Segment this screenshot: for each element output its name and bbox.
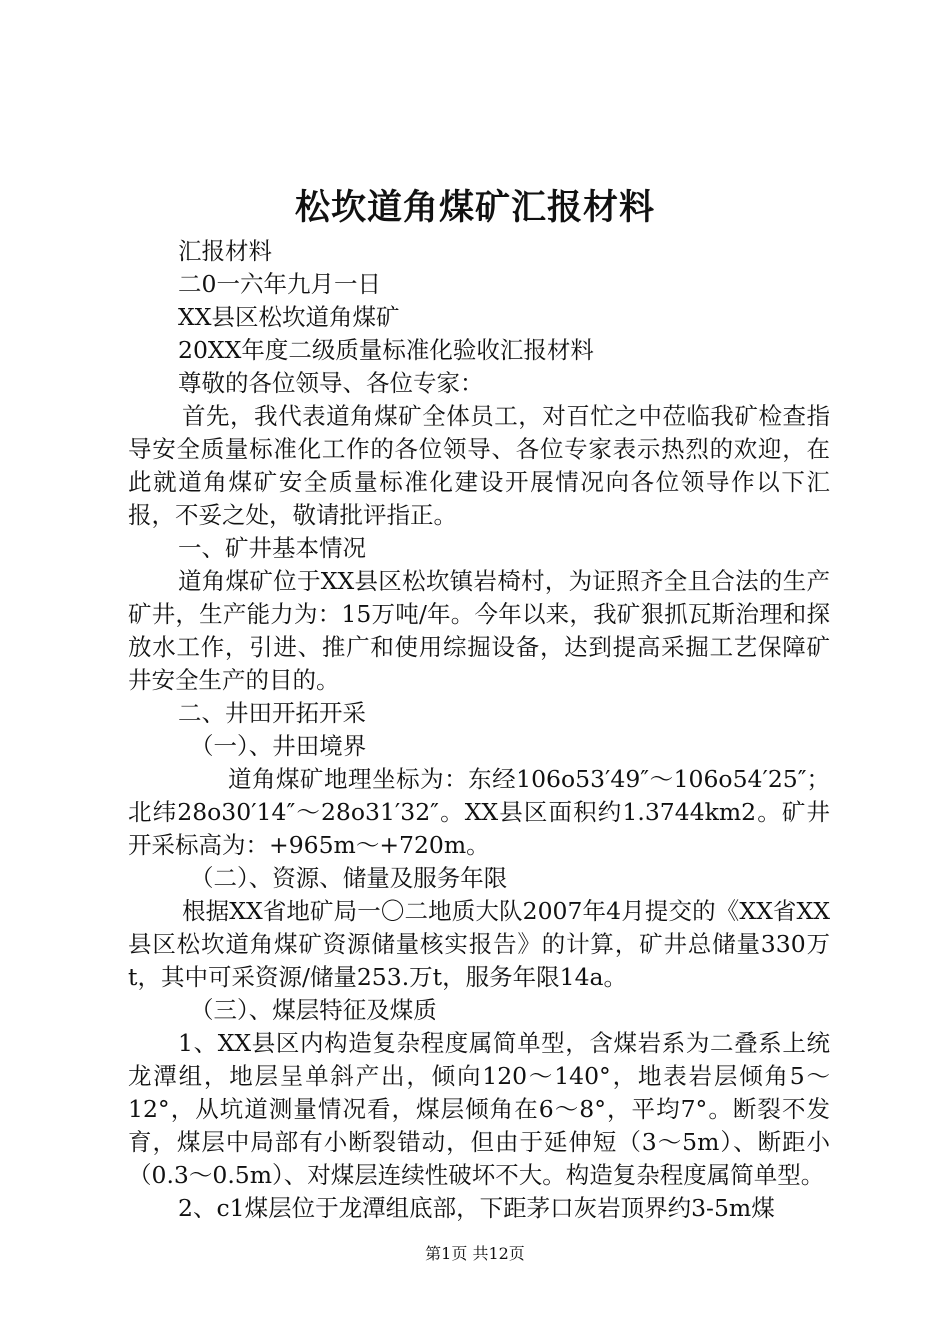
paragraph: XX县区松坎道角煤矿 <box>178 303 400 331</box>
paragraph: 1、XX县区内构造复杂程度属简单型，含煤岩系为二叠系上统龙潭组，地层呈单斜产出，倾向120～140°，地表岩层倾角5～12°，从坑道测量情况看，煤层倾角在6～8°，平均7°。断裂不发育，煤层中局部有小断裂错动，但由于延伸短（3～5m）、断距小（0.3～0.5m）、对煤层连续性破坏不大。构造复杂程度属简单型。 <box>128 1029 830 1189</box>
subsection-heading: （二）、资源、储量及服务年限 <box>190 864 508 892</box>
document-body <box>128 235 830 1225</box>
paragraph: 道角煤矿位于XX县区松坎镇岩椅村，为证照齐全且合法的生产矿井，生产能力为：15万吨/年。今年以来，我矿狠抓瓦斯治理和探放水工作，引进、推广和使用综掘设备，达到提高采掘工艺保障矿井安全生产的目的。 <box>128 567 830 694</box>
section-heading: 二、井田开拓开采 <box>178 699 366 727</box>
paragraph: 根据XX省地矿局一〇二地质大队2007年4月提交的《XX省XX县区松坎道角煤矿资源储量核实报告》的计算，矿井总储量330万t，其中可采资源/储量253.万t，服务年限14a。 <box>128 897 830 991</box>
section-heading: 一、矿井基本情况 <box>178 534 366 562</box>
paragraph: 汇报材料 <box>178 237 272 265</box>
page-number: 第1页 共12页 <box>425 1244 525 1263</box>
subsection-heading: （一）、井田境界 <box>190 732 367 760</box>
paragraph: 道角煤矿地理坐标为：东经106o53′49″～106o54′25″；北纬28o30′14″～28o31′32″。XX县区面积约1.3744km2。矿井开采标高为：+965m～+720m。 <box>128 765 830 859</box>
subsection-heading: （三）、煤层特征及煤质 <box>190 996 437 1024</box>
paragraph: 20XX年度二级质量标准化验收汇报材料 <box>178 336 594 364</box>
document-title: 松坎道角煤矿汇报材料 <box>294 187 655 228</box>
paragraph: 首先，我代表道角煤矿全体员工，对百忙之中莅临我矿检查指导安全质量标准化工作的各位领导、各位专家表示热烈的欢迎，在此就道角煤矿安全质量标准化建设开展情况向各位领导作以下汇报，不妥之处，敬请批评指正。 <box>128 402 830 529</box>
paragraph: 2、c1煤层位于龙潭组底部，下距茅口灰岩顶界约3-5m煤 <box>178 1194 775 1222</box>
paragraph: 二0一六年九月一日 <box>178 270 381 298</box>
paragraph: 尊敬的各位领导、各位专家： <box>178 369 484 397</box>
